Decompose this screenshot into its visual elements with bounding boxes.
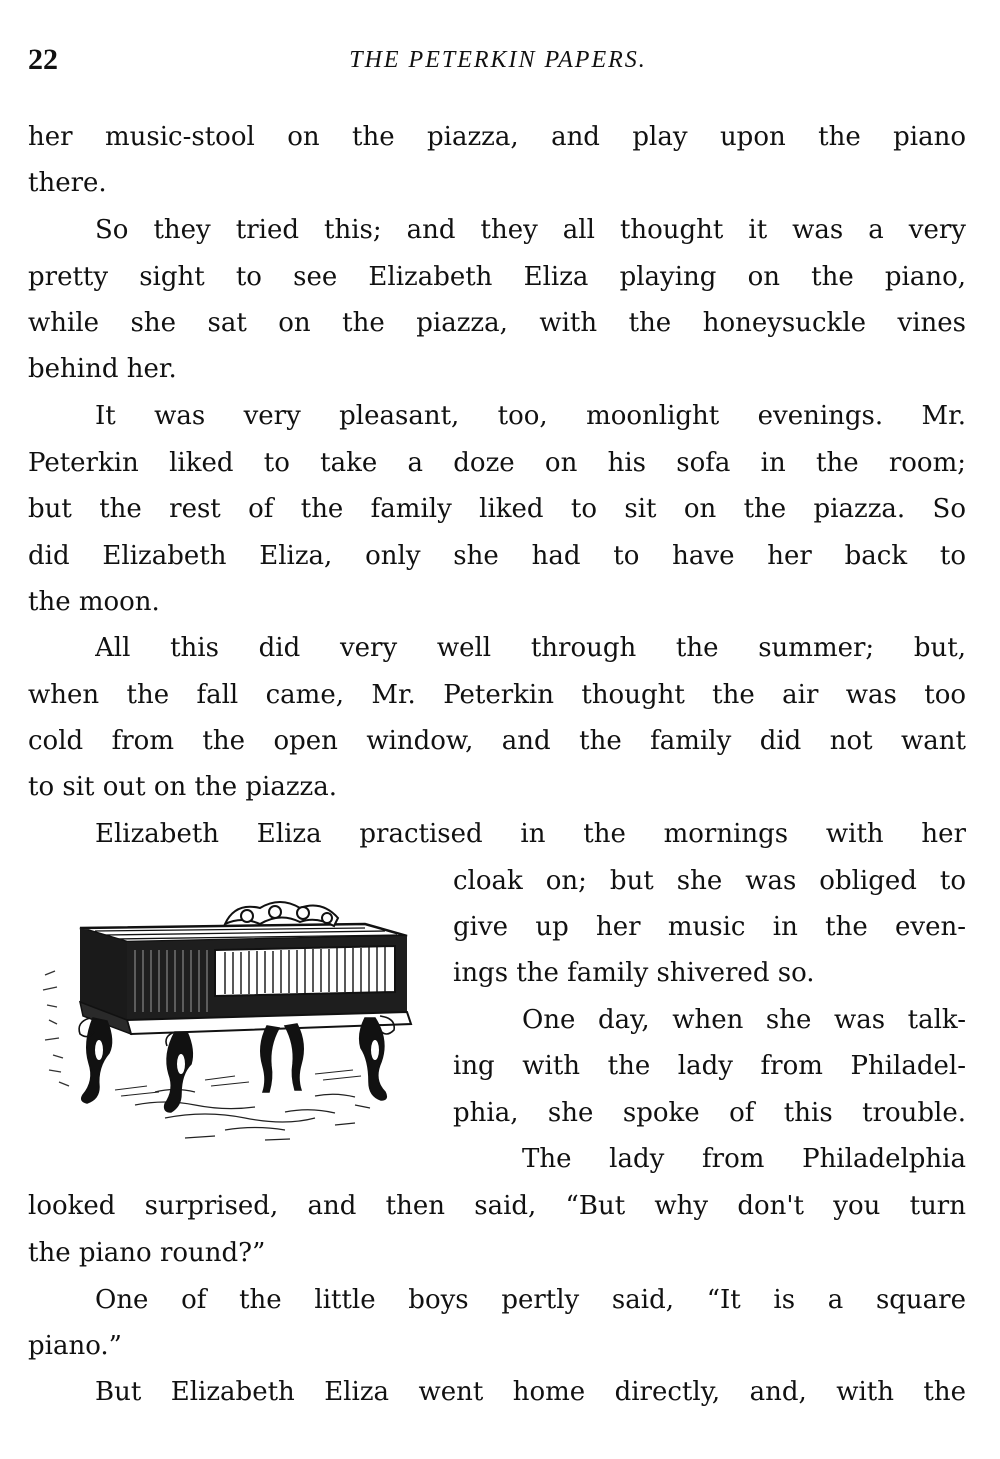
text-line: her music-stool on the piazza, and play upon the piano xyxy=(28,122,966,152)
text-line: But Elizabeth Eliza went home directly, and, with the xyxy=(95,1377,966,1407)
text-line: cold from the open window, and the family did not want xyxy=(28,726,966,756)
text-line: but the rest of the family liked to sit on the piazza. So xyxy=(28,494,966,524)
text-line: looked surprised, and then said, “But why don't you turn xyxy=(28,1191,966,1221)
text-line: piano.” xyxy=(28,1331,122,1361)
text-line: It was very pleasant, too, moonlight evenings. Mr. xyxy=(95,401,966,431)
text-line: All this did very well through the summer; but, xyxy=(95,633,966,663)
text-line: Elizabeth Eliza practised in the mornings with her xyxy=(95,819,966,849)
text-line: ing with the lady from Philadel- xyxy=(453,1051,966,1081)
page-number: 22 xyxy=(28,43,58,76)
text-line: So they tried this; and they all thought it was a very xyxy=(95,215,966,245)
page-header xyxy=(28,40,968,80)
square-piano-engraving-icon xyxy=(35,900,425,1150)
text-line: One of the little boys pertly said, “It is a square xyxy=(95,1285,966,1315)
text-line: when the fall came, Mr. Peterkin thought the air was too xyxy=(28,680,966,710)
text-line: did Elizabeth Eliza, only she had to have her back to xyxy=(28,541,966,571)
text-line: to sit out on the piazza. xyxy=(28,772,337,802)
text-line: ings the family shivered so. xyxy=(453,958,815,988)
text-line: pretty sight to see Elizabeth Eliza playing on the piano, xyxy=(28,262,966,292)
text-line: phia, she spoke of this trouble. xyxy=(453,1098,966,1128)
text-line: Peterkin liked to take a doze on his sofa in the room; xyxy=(28,448,966,478)
text-line: give up her music in the even- xyxy=(453,912,966,942)
running-head: THE PETERKIN PAPERS. xyxy=(349,47,647,73)
text-line: behind her. xyxy=(28,354,177,384)
text-line: the moon. xyxy=(28,587,160,617)
text-line: there. xyxy=(28,168,107,198)
text-line: while she sat on the piazza, with the honeysuckle vines xyxy=(28,308,966,338)
text-line: the piano round?” xyxy=(28,1238,266,1268)
text-line: cloak on; but she was obliged to xyxy=(453,866,966,896)
text-line: The lady from Philadelphia xyxy=(522,1144,966,1174)
text-line: One day, when she was talk- xyxy=(522,1005,966,1035)
